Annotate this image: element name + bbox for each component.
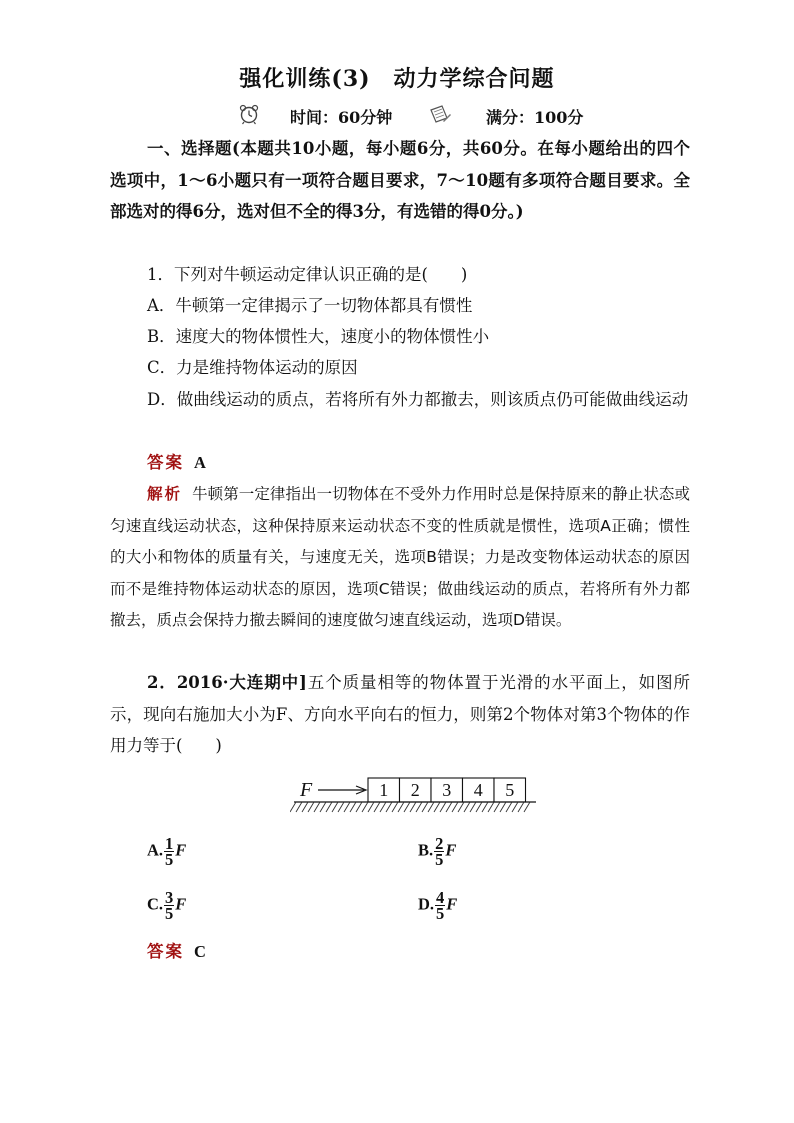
force-label: F: [300, 779, 313, 801]
hatch-line: [314, 802, 320, 812]
hatch-line: [506, 802, 512, 812]
denominator: 5: [165, 850, 174, 869]
hatch-line: [458, 802, 464, 812]
question-2-number: 2．: [147, 673, 177, 692]
exam-meta: [238, 103, 658, 129]
hatch-line: [422, 802, 428, 812]
hatch-line: [326, 802, 332, 812]
numerator: 2: [435, 834, 444, 853]
denominator: 5: [165, 904, 174, 923]
hatch-line: [494, 802, 500, 812]
hatch-line: [392, 802, 398, 812]
hatch-line: [308, 802, 314, 812]
section-heading: 一、选择题(本题共10小题，每小题6分，共60分。在每小题给出的四个选项中，1～6小题只有一项符合题目要求，7～10题有多项符合题目要求。全部选对的得6分，选对但不全的得3分，有选错的得0分。): [110, 139, 690, 221]
question-2-answer: [147, 936, 206, 967]
question-1-analysis: [110, 478, 690, 637]
hatch-line: [344, 802, 350, 812]
hatch-line: [434, 802, 440, 812]
hatch-line: [290, 802, 296, 812]
hatch-line: [302, 802, 308, 812]
analysis-label: 解析: [147, 484, 183, 503]
question-1-answer: [147, 447, 206, 478]
hatch-line: [446, 802, 452, 812]
block-label-2: 2: [410, 780, 420, 800]
blocks-group: [368, 778, 526, 802]
denominator: 5: [435, 850, 444, 869]
hatch-line: [440, 802, 446, 812]
variable: F: [445, 840, 457, 860]
fraction: [164, 890, 174, 921]
variable: F: [446, 894, 458, 914]
fraction: [435, 890, 445, 921]
option-letter: D.: [418, 894, 435, 914]
hatch-line: [350, 802, 356, 812]
question-1-stem: 1．下列对牛顿运动定律认识正确的是( ): [147, 265, 468, 284]
answer-label: 答案: [147, 453, 184, 472]
block-label-3: 3: [442, 780, 452, 800]
hatch-line: [362, 802, 368, 812]
hatch-line: [404, 802, 410, 812]
hatch-line: [464, 802, 470, 812]
hatch-line: [374, 802, 380, 812]
hatch-line: [410, 802, 416, 812]
pencil-paper-icon: [428, 103, 452, 129]
page-title: 强化训练(3) 动力学综合问题: [239, 66, 555, 92]
numerator: 4: [436, 888, 445, 907]
question-2-stem: [110, 667, 690, 762]
ground-hatching: [290, 802, 530, 812]
answer-value: A: [194, 453, 206, 472]
denominator: 5: [436, 904, 445, 923]
time-label: 时间：60分钟: [290, 108, 393, 127]
answer-label: 答案: [147, 942, 184, 961]
hatch-line: [296, 802, 302, 812]
hatch-line: [524, 802, 530, 812]
option-letter: C.: [147, 894, 164, 914]
question-2-option-d: [418, 890, 457, 921]
block-label-4: 4: [473, 780, 483, 800]
question-1-option-c: C．力是维持物体运动的原因: [147, 358, 358, 377]
alarm-clock-icon: [238, 103, 260, 129]
block-label-5: 5: [505, 780, 515, 800]
hatch-line: [356, 802, 362, 812]
hatch-line: [512, 802, 518, 812]
question-2-option-a: [147, 836, 186, 867]
hatch-line: [428, 802, 434, 812]
hatch-line: [368, 802, 374, 812]
variable: F: [175, 840, 187, 860]
question-1-option-a: A．牛顿第一定律揭示了一切物体都具有惯性: [147, 296, 473, 315]
hatch-line: [470, 802, 476, 812]
five-blocks-diagram: [290, 770, 540, 820]
question-1-option-b: B．速度大的物体惯性大，速度小的物体惯性小: [147, 327, 490, 346]
fraction: [434, 836, 444, 867]
option-letter: B.: [418, 840, 434, 860]
question-1-option-d: D．做曲线运动的质点，若将所有外力都撤去，则该质点仍可能做曲线运动: [147, 390, 689, 409]
question-2-option-c: [147, 890, 186, 921]
question-2-text: 五个质量相等的物体置于光滑的水平面上，如图所示，现向右施加大小为F、方向水平向右的恒力，则第2个物体对第3个物体的作用力等于( ): [110, 673, 691, 755]
hatch-line: [476, 802, 482, 812]
hatch-line: [482, 802, 488, 812]
hatch-line: [320, 802, 326, 812]
hatch-line: [488, 802, 494, 812]
numerator: 3: [165, 888, 174, 907]
score-label: 满分：100分: [486, 108, 584, 127]
hatch-line: [416, 802, 422, 812]
option-letter: A.: [147, 840, 164, 860]
hatch-line: [398, 802, 404, 812]
question-2-option-b: [418, 836, 456, 867]
question-2-source: 2016·大连期中]: [176, 673, 307, 692]
hatch-line: [518, 802, 524, 812]
block-label-1: 1: [379, 780, 389, 800]
hatch-line: [338, 802, 344, 812]
variable: F: [175, 894, 187, 914]
hatch-line: [500, 802, 506, 812]
hatch-line: [380, 802, 386, 812]
answer-value: C: [194, 942, 206, 961]
numerator: 1: [165, 834, 174, 853]
hatch-line: [332, 802, 338, 812]
hatch-line: [386, 802, 392, 812]
hatch-line: [452, 802, 458, 812]
analysis-text: 牛顿第一定律指出一切物体在不受外力作用时总是保持原来的静止状态或匀速直线运动状态，这种保持原来运动状态不变的性质就是惯性，选项A正确；惯性的大小和物体的质量有关，与速度无关，选项B错误；力是改变物体运动状态的原因而不是维持物体运动状态的原因，选项C错误；做曲线运动的质点，若将所有外力都撤去，质点会保持力撤去瞬间的速度做匀速直线运动，选项D错误。: [110, 485, 690, 629]
fraction: [164, 836, 174, 867]
